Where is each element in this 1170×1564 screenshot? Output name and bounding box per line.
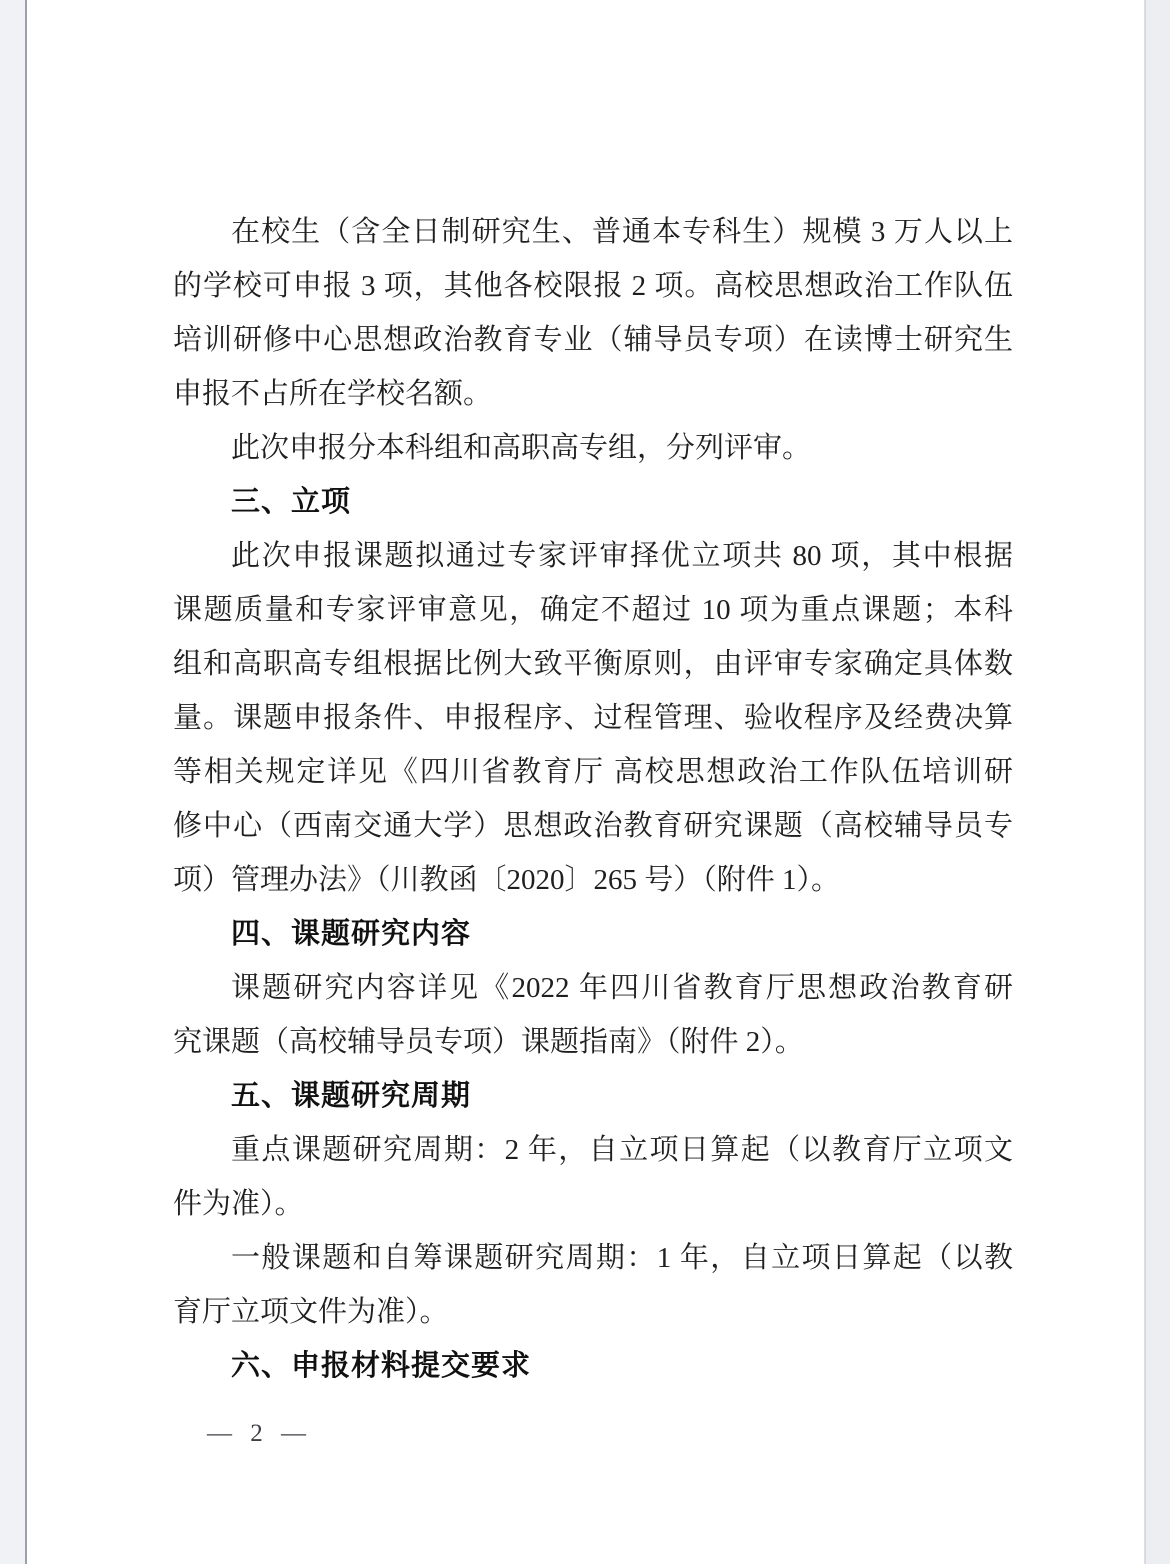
paragraph: [173, 961, 1013, 1069]
section-heading: [173, 1069, 1013, 1123]
text-line: 培训研修中心思想政治教育专业（辅导员专项）在读博士研究生: [173, 324, 1013, 356]
left-margin-strip: [0, 0, 25, 1564]
text-line: 课题研究内容详见《2022 年四川省教育厅思想政治教育研: [231, 972, 1013, 1004]
text-line: 育厅立项文件为准）。: [173, 1296, 449, 1328]
text-line: 件为准）。: [173, 1188, 304, 1220]
text-line: 等相关规定详见《四川省教育厅 高校思想政治工作队伍培训研: [173, 756, 1013, 788]
heading-line: 五、课题研究周期: [231, 1080, 472, 1112]
heading-line: 三、立项: [231, 486, 352, 518]
section-heading: [173, 475, 1013, 529]
section-heading: [173, 907, 1013, 961]
text-line: 组和高职高专组根据比例大致平衡原则，由评审专家确定具体数: [173, 648, 1013, 680]
paragraph: [173, 1123, 1013, 1231]
heading-line: 六、申报材料提交要求: [231, 1350, 532, 1382]
text-line: 此次申报分本科组和高职高专组，分列评审。: [231, 432, 812, 464]
text-line: 在校生（含全日制研究生、普通本专科生）规模 3 万人以上: [231, 216, 1013, 248]
text-line: 项）管理办法》（川教函〔2020〕265 号）（附件 1）。: [173, 864, 841, 896]
paragraph: [173, 421, 1013, 475]
paragraph: [173, 205, 1013, 421]
heading-line: 四、课题研究内容: [231, 918, 472, 950]
document-page: [25, 0, 1145, 1564]
document-body: [27, 0, 1144, 1393]
text-line: 修中心（西南交通大学）思想政治教育研究课题（高校辅导员专: [173, 810, 1013, 842]
paragraph: [173, 529, 1013, 907]
page-number: — 2 —: [207, 1420, 312, 1447]
text-line: 申报不占所在学校名额。: [173, 378, 493, 410]
text-line: 量。课题申报条件、申报程序、过程管理、验收程序及经费决算: [173, 702, 1013, 734]
text-line: 究课题（高校辅导员专项）课题指南》（附件 2）。: [173, 1026, 804, 1058]
section-heading: [173, 1339, 1013, 1393]
text-line: 一般课题和自筹课题研究周期：1 年，自立项日算起（以教: [231, 1242, 1013, 1274]
text-line: 课题质量和专家评审意见，确定不超过 10 项为重点课题；本科: [173, 594, 1013, 626]
paragraph: [173, 1231, 1013, 1339]
text-line: 重点课题研究周期：2 年，自立项日算起（以教育厅立项文: [231, 1134, 1013, 1166]
text-line: 此次申报课题拟通过专家评审择优立项共 80 项，其中根据: [231, 540, 1013, 572]
text-line: 的学校可申报 3 项，其他各校限报 2 项。高校思想政治工作队伍: [173, 270, 1013, 302]
right-margin-strip: [1145, 0, 1170, 1564]
